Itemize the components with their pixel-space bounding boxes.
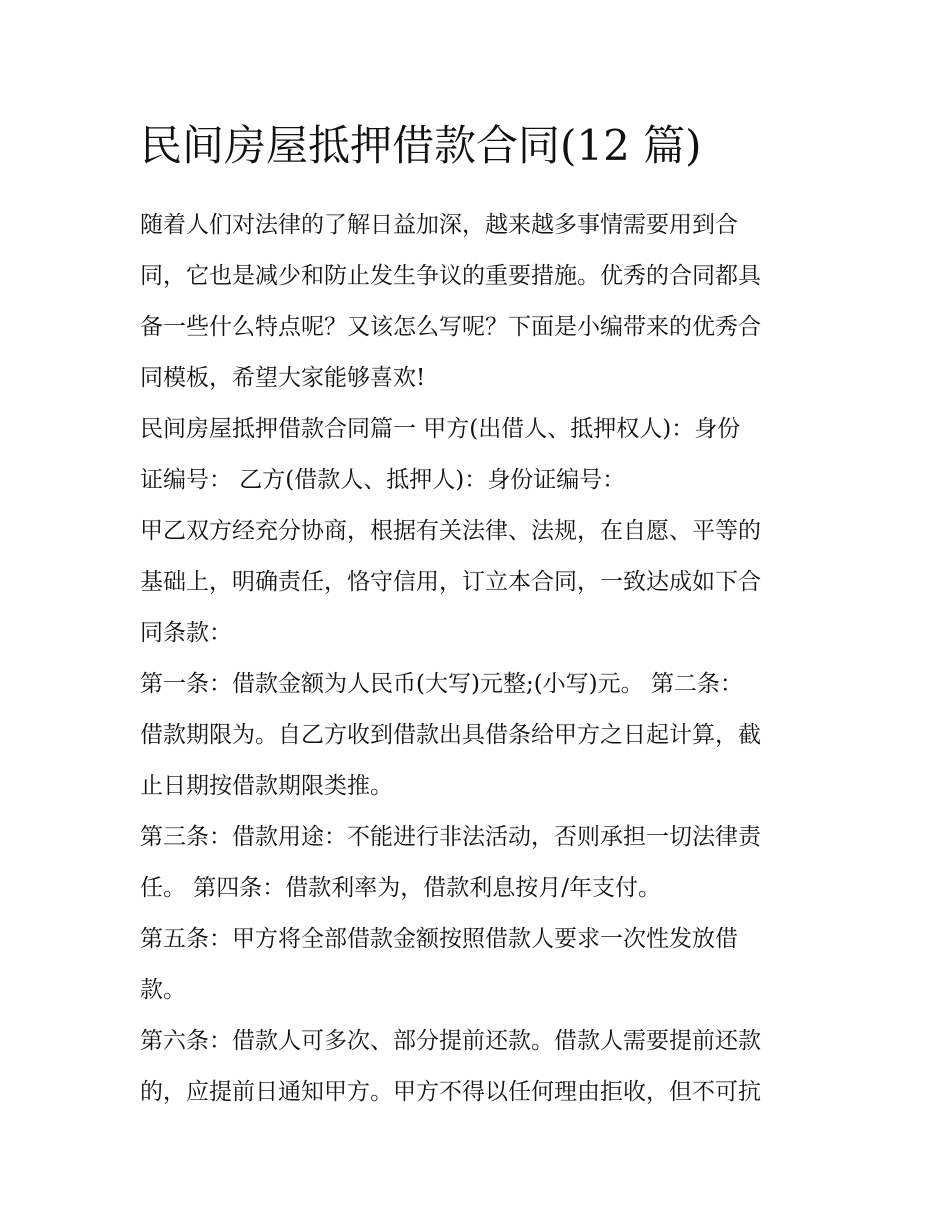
text-line: 的，应提前日通知甲方。甲方不得以任何理由拒收，但不可抗 xyxy=(140,1079,761,1105)
paragraph-agreement xyxy=(140,506,820,659)
paragraph-intro xyxy=(140,200,820,404)
text-line: 第五条：甲方将全部借款金额按照借款人要求一次性发放借 xyxy=(140,926,738,952)
paragraph-article-1-2 xyxy=(140,659,820,812)
text-line: 第六条：借款人可多次、部分提前还款。借款人需要提前还款 xyxy=(140,1028,761,1054)
text-line: 证编号： 乙方(借款人、抵押人)：身份证编号： xyxy=(140,467,626,493)
text-line: 随着人们对法律的了解日益加深，越来越多事情需要用到合 xyxy=(140,212,738,238)
text-line: 任。 第四条：借款利率为，借款利息按月/年支付。 xyxy=(140,875,662,901)
paragraph-parties xyxy=(140,404,820,506)
text-line: 同，它也是减少和防止发生争议的重要措施。优秀的合同都具 xyxy=(140,263,761,289)
text-line: 民间房屋抵押借款合同篇一 甲方(出借人、抵押权人)：身份 xyxy=(140,416,741,442)
text-line: 借款期限为。自乙方收到借款出具借条给甲方之日起计算，截 xyxy=(140,722,761,748)
document-body xyxy=(140,200,820,1118)
text-line: 第一条：借款金额为人民币(大写)元整;(小写)元。 第二条： xyxy=(140,671,743,697)
text-line: 甲乙双方经充分协商，根据有关法律、法规，在自愿、平等的 xyxy=(140,518,761,544)
text-line: 第三条：借款用途：不能进行非法活动，否则承担一切法律责 xyxy=(140,824,761,850)
text-line: 备一些什么特点呢？又该怎么写呢？下面是小编带来的优秀合 xyxy=(140,314,761,340)
text-line: 同条款： xyxy=(140,620,232,646)
text-line: 基础上，明确责任，恪守信用，订立本合同，一致达成如下合 xyxy=(140,569,761,595)
text-line: 同模板，希望大家能够喜欢! xyxy=(140,365,426,391)
paragraph-article-3-4 xyxy=(140,812,820,914)
text-line: 止日期按借款期限类推。 xyxy=(140,773,393,799)
paragraph-article-5 xyxy=(140,914,820,1016)
paragraph-article-6 xyxy=(140,1016,820,1118)
text-line: 款。 xyxy=(140,977,186,1003)
document-title: 民间房屋抵押借款合同(12 篇) xyxy=(140,121,702,170)
